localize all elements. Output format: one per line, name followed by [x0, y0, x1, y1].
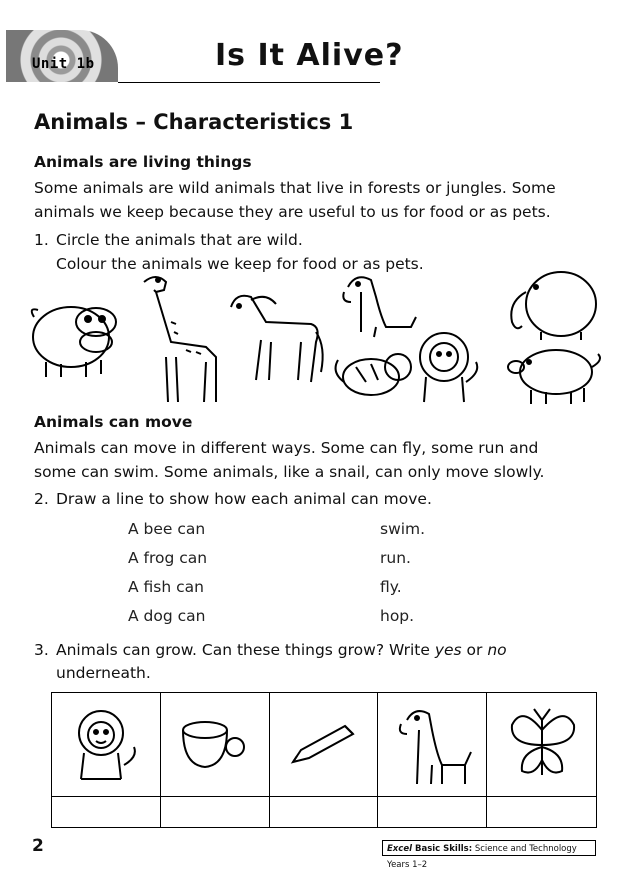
match-left-3: A fish can — [128, 578, 204, 596]
page-title: Is It Alive? — [215, 38, 404, 73]
word-or: or — [461, 641, 488, 659]
move-heading: Animals can move — [34, 413, 193, 431]
answer-box-3[interactable] — [270, 797, 379, 827]
answer-box-1[interactable] — [52, 797, 161, 827]
butterfly-icon — [502, 705, 582, 785]
question-3-number: 3. — [34, 641, 49, 659]
lion-icon — [420, 333, 477, 402]
question-2 — [34, 487, 432, 511]
match-left-2: A frog can — [128, 549, 208, 567]
grow-picture-butterfly — [487, 693, 596, 797]
lion-icon — [66, 705, 146, 785]
question-2-text: Draw a line to show how each animal can move. — [56, 490, 432, 508]
cup-icon — [175, 715, 255, 775]
question-1-line-2: Colour the animals we keep for food or as pets. — [56, 255, 424, 273]
living-heading: Animals are living things — [34, 153, 252, 171]
page-number: 2 — [32, 836, 44, 856]
answer-box-2[interactable] — [161, 797, 270, 827]
match-left-4: A dog can — [128, 607, 206, 625]
grow-picture-cup — [161, 693, 270, 797]
living-text — [34, 176, 594, 224]
dog-icon — [343, 277, 416, 337]
match-right-3: fly. — [380, 578, 402, 596]
move-text-line-2: some can swim. Some animals, like a snail, can only move slowly. — [34, 463, 545, 481]
question-2-number: 2. — [34, 490, 49, 508]
footer-subject: Science and Technology Years 1–2 — [387, 844, 577, 870]
grow-picture-pencil — [270, 693, 379, 797]
living-text-line-1: Some animals are wild animals that live in forests or jungles. Some — [34, 179, 556, 197]
match-right-4: hop. — [380, 607, 415, 625]
word-no: no — [487, 641, 507, 659]
giraffe-icon — [144, 277, 216, 402]
question-1-number: 1. — [34, 231, 49, 249]
section-title: Animals – Characteristics 1 — [34, 110, 354, 134]
hippo-icon — [32, 307, 116, 377]
grow-table — [51, 692, 597, 828]
footer-brand: Excel — [387, 844, 413, 854]
question-1-line-1: Circle the animals that are wild. — [56, 231, 303, 249]
grow-picture-lion — [52, 693, 161, 797]
pig-icon — [508, 350, 600, 404]
word-yes: yes — [434, 641, 462, 659]
answer-box-5[interactable] — [487, 797, 596, 827]
move-text-line-1: Animals can move in different ways. Some can fly, some run and — [34, 439, 539, 457]
move-text — [34, 436, 594, 484]
pencil-icon — [283, 720, 363, 770]
question-3-text: Animals can grow. Can these things grow? Write — [56, 641, 435, 659]
match-right-1: swim. — [380, 520, 426, 538]
question-1 — [34, 228, 303, 252]
question-3-line-2: underneath. — [56, 664, 151, 682]
dog-icon — [387, 700, 477, 790]
horse-icon — [231, 296, 323, 382]
animal-pictures — [26, 262, 606, 412]
match-left-1: A bee can — [128, 520, 206, 538]
unit-label: Unit 1b — [32, 56, 95, 72]
footer-credit — [382, 840, 596, 870]
question-3 — [34, 638, 507, 662]
footer-series: Basic Skills: — [412, 844, 473, 854]
header-rule — [118, 82, 380, 83]
answer-box-4[interactable] — [378, 797, 487, 827]
match-right-2: run. — [380, 549, 411, 567]
elephant-icon — [511, 272, 596, 340]
grow-picture-dog — [378, 693, 487, 797]
cat-icon — [336, 354, 411, 395]
living-text-line-2: animals we keep because they are useful to us for food or as pets. — [34, 203, 551, 221]
